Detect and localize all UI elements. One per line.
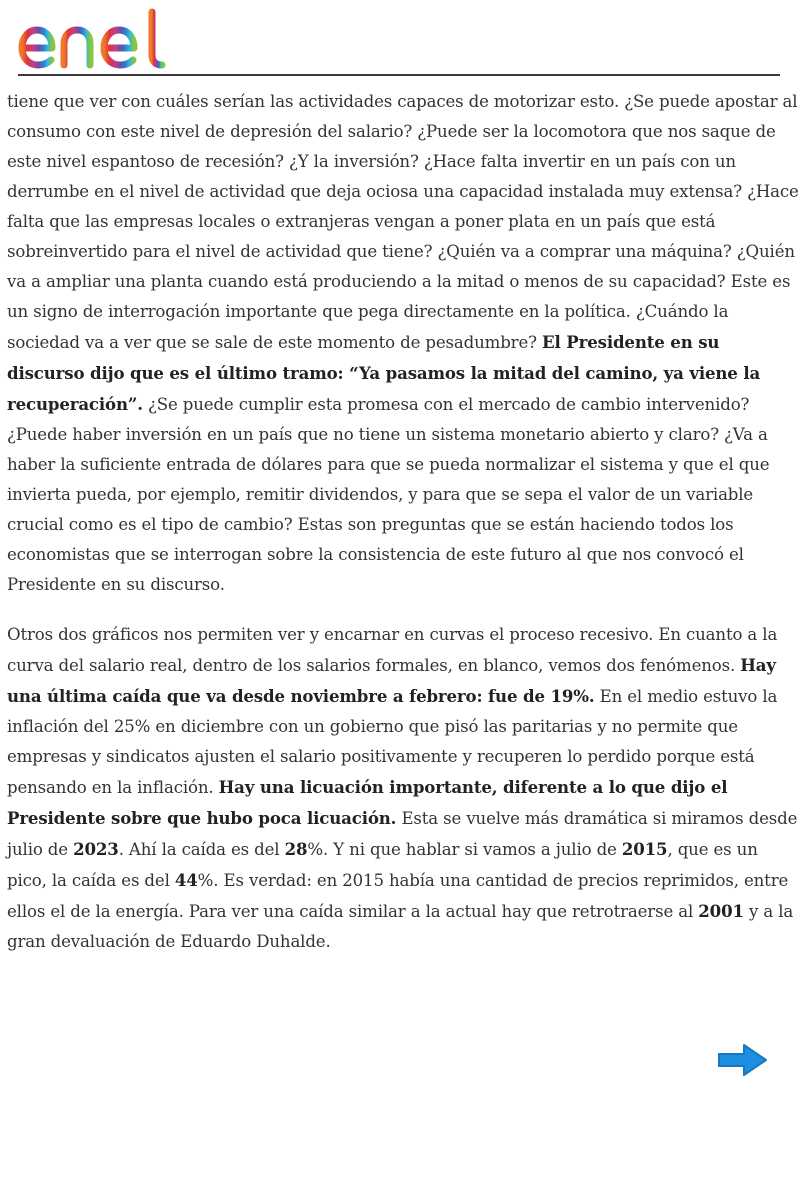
bold-text: 2015 xyxy=(621,839,668,859)
article-body xyxy=(7,87,800,957)
bold-text: Hay una última caída que va desde noviembre a febrero: fue de 19%. xyxy=(7,655,776,706)
bold-text: Hay una licuación importante, diferente a lo que dijo el Presidente sobre que hubo poca licuación. xyxy=(7,777,728,828)
text-segment: En el medio estuvo la inflación del 25% en diciembre con un gobierno que pisó las paritarias y no permite que empresas y sindicatos ajusten el salario positivamente y recuperen lo perdido porque está pensando en la inflación. xyxy=(7,687,778,797)
text-segment: %. Es verdad: en 2015 había una cantidad de precios reprimidos, entre ellos el de la energía. Para ver una caída similar a la actual hay que retrotraerse al xyxy=(7,871,789,921)
text-segment: , que es un pico, la caída es del xyxy=(7,840,758,890)
text-segment: tiene que ver con cuáles serían las actividades capaces de motorizar esto. ¿Se puede apostar al consumo con este nivel de depresión del salario? ¿Puede ser la locomotora que nos saque de este nivel espantoso de recesión? ¿Y la inversión? ¿Hace falta invertir en un país con un derrumbe en el nivel de actividad que deja ociosa una capacidad instalada muy extensa? ¿Hace falta que las empresas locales o extranjeras vengan a poner plata en un país que está sobreinvertido para el nivel de actividad que tiene? ¿Quién va a comprar una máquina? ¿Quién va a ampliar una planta cuando está produciendo a la mitad o menos de su capacidad? Este es un signo de interrogación importante que pega directamente en la política. ¿Cuándo la sociedad va a ver que se sale de este momento de pesadumbre? xyxy=(7,92,799,352)
bold-text: 28 xyxy=(284,839,308,859)
text-segment: y a la gran devaluación de Eduardo Duhalde. xyxy=(7,902,794,951)
text-segment: Otros dos gráficos nos permiten ver y encarnar en curvas el proceso recesivo. En cuanto a la curva del salario real, dentro de los salarios formales, en blanco, vemos dos fenómenos. xyxy=(7,625,778,675)
text-segment: %. Y ni que hablar si vamos a julio de xyxy=(307,840,622,859)
bold-text: 44 xyxy=(174,870,198,890)
arrow-right-icon xyxy=(714,1041,770,1079)
text-segment: ¿Se puede cumplir esta promesa con el mercado de cambio intervenido? ¿Puede haber inversión en un país que no tiene un sistema monetario abierto y claro? ¿Va a haber la suficiente entrada de dólares para que se pueda normalizar el sistema y que el que invierta pueda, por ejemplo, remitir dividendos, y para que se sepa el valor de un variable crucial como es el tipo de cambio? Estas son preguntas que se están haciendo todos los economistas que se interrogan sobre la consistencia de este futuro al que nos convocó el Presidente en su discurso. xyxy=(7,395,770,594)
bold-text: 2001 xyxy=(698,901,744,921)
next-page-button[interactable] xyxy=(714,1041,770,1079)
text-segment: . Ahí la caída es del xyxy=(118,840,285,859)
text-segment: Esta se vuelve más dramática si miramos desde julio de xyxy=(7,809,798,859)
bold-text: 2023 xyxy=(73,839,119,859)
bold-text: El Presidente en su discurso dijo que es el último tramo: “Ya pasamos la mitad del camino, ya viene la recuperación”. xyxy=(7,332,761,414)
article-paragraph xyxy=(7,620,800,957)
enel-logo xyxy=(18,8,188,70)
article-paragraph xyxy=(7,87,800,600)
page-header xyxy=(18,8,780,76)
